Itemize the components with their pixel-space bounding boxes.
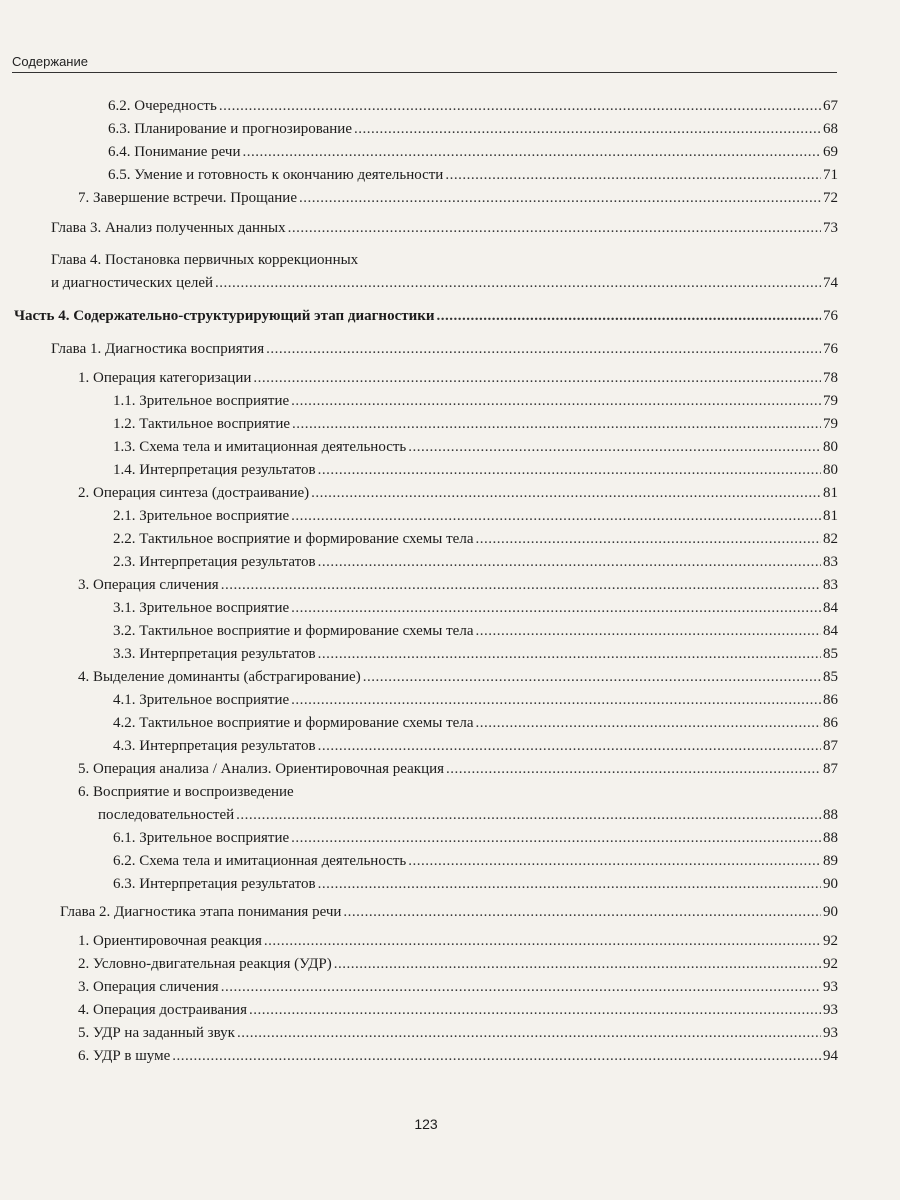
leader-dots — [219, 97, 821, 115]
toc-entry-label-line1: 6. Восприятие и воспроизведение — [78, 784, 294, 800]
toc-entry — [108, 143, 838, 161]
leader-dots — [221, 576, 821, 594]
leader-dots — [311, 484, 821, 502]
toc-entry-page: 81 — [823, 485, 838, 501]
toc-entry-page: 78 — [823, 370, 838, 386]
toc-part-label: Часть 4. Содержательно-структурирующий этап диагностики — [14, 308, 435, 324]
toc-entry-label: 1.2. Тактильное восприятие — [113, 416, 291, 432]
toc-entry-page: 92 — [823, 933, 838, 949]
toc-entry — [78, 1047, 838, 1065]
leader-dots — [221, 978, 821, 996]
toc-entry-label: 3.2. Тактильное восприятие и формирование схемы тела — [113, 623, 474, 639]
toc-entry-page: 93 — [823, 979, 838, 995]
toc-entry-label: 6.5. Умение и готовность к окончанию деятельности — [108, 167, 444, 183]
toc-part-entry — [14, 307, 838, 325]
toc-entry-page: 79 — [823, 416, 838, 432]
toc-entry — [78, 1001, 838, 1019]
toc-entry-label: 6.2. Схема тела и имитационная деятельность — [113, 853, 407, 869]
toc-entry-label: и диагностических целей — [51, 275, 214, 291]
toc-entry — [113, 507, 838, 525]
toc-entry-page: 87 — [823, 761, 838, 777]
toc-entry — [113, 622, 838, 640]
running-title: Содержание — [12, 54, 88, 69]
toc-entry-page: 82 — [823, 531, 838, 547]
toc-entry-label: 3. Операция сличения — [78, 979, 219, 995]
toc-entry — [113, 691, 838, 709]
toc-entry — [113, 829, 838, 847]
toc-entry-page: 87 — [823, 738, 838, 754]
toc-entry — [78, 760, 838, 778]
toc-entry — [113, 599, 838, 617]
toc-entry-label: Глава 2. Диагностика этапа понимания речи — [60, 904, 342, 920]
toc-entry-label: 5. Операция анализа / Анализ. Ориентировочная реакция — [78, 761, 445, 777]
toc-entry — [113, 714, 838, 732]
toc-entry — [113, 461, 838, 479]
toc-entry — [113, 415, 838, 433]
toc-entry — [78, 369, 838, 387]
toc-entry-page: 69 — [823, 144, 838, 160]
leader-dots — [243, 143, 821, 161]
toc-entry-page: 85 — [823, 669, 838, 685]
toc-entry-page: 93 — [823, 1025, 838, 1041]
toc-entry-page: 88 — [823, 830, 838, 846]
toc-entry-label: 1.3. Схема тела и имитационная деятельность — [113, 439, 407, 455]
toc-entry-label: 4. Операция достраивания — [78, 1002, 247, 1018]
leader-dots — [343, 903, 821, 921]
leader-dots — [288, 219, 821, 237]
toc-entry — [113, 875, 838, 893]
toc-entry-page: 76 — [823, 341, 838, 357]
leader-dots — [291, 691, 821, 709]
toc-entry-page: 90 — [823, 876, 838, 892]
leader-dots — [299, 189, 821, 207]
toc-entry-label: 3.1. Зрительное восприятие — [113, 600, 290, 616]
leader-dots — [354, 120, 821, 138]
toc-entry-label-line1: Глава 4. Постановка первичных коррекционных — [51, 252, 359, 268]
leader-dots — [172, 1047, 821, 1065]
toc-entry-page: 86 — [823, 715, 838, 731]
toc-entry-page: 85 — [823, 646, 838, 662]
toc-entry — [78, 1024, 838, 1042]
toc-entry-page: 90 — [823, 904, 838, 920]
toc-entry — [78, 576, 838, 594]
toc-entry-page: 68 — [823, 121, 838, 137]
toc-entry-label: 3. Операция сличения — [78, 577, 219, 593]
toc-entry-page: 80 — [823, 462, 838, 478]
leader-dots — [446, 760, 821, 778]
toc-entry-label: 4.1. Зрительное восприятие — [113, 692, 290, 708]
toc-entry-page: 76 — [823, 308, 838, 324]
toc-entry — [113, 553, 838, 571]
toc-entry-page: 84 — [823, 623, 838, 639]
toc-entry-label: 4.3. Интерпретация результатов — [113, 738, 316, 754]
toc-entry-label: 4. Выделение доминанты (абстрагирование) — [78, 669, 361, 685]
toc-entry-label: 2. Условно-двигательная реакция (УДР) — [78, 956, 332, 972]
toc-entry-label: 1.4. Интерпретация результатов — [113, 462, 316, 478]
toc-entry-page: 88 — [823, 807, 838, 823]
leader-dots — [237, 1024, 821, 1042]
toc-entry-page: 86 — [823, 692, 838, 708]
leader-dots — [249, 1001, 821, 1019]
toc-entry-label: 2.1. Зрительное восприятие — [113, 508, 290, 524]
toc-entry — [108, 120, 838, 138]
toc-entry — [78, 668, 838, 686]
leader-dots — [318, 553, 821, 571]
toc-entry-label: 6.2. Очередность — [108, 98, 217, 114]
toc-entry — [78, 189, 838, 207]
toc-entry — [108, 97, 838, 115]
toc-entry-page: 80 — [823, 439, 838, 455]
toc-entry-label: 1. Операция категоризации — [78, 370, 252, 386]
toc-entry — [78, 932, 838, 950]
toc-entry-label: последовательностей — [98, 807, 235, 823]
leader-dots — [266, 340, 821, 358]
toc-entry-page: 83 — [823, 554, 838, 570]
leader-dots — [445, 166, 821, 184]
leader-dots — [291, 599, 821, 617]
leader-dots — [236, 806, 821, 824]
toc-entry — [113, 438, 838, 456]
leader-dots — [475, 530, 821, 548]
toc-entry-page: 72 — [823, 190, 838, 206]
toc-entry-label: 6. УДР в шуме — [78, 1048, 171, 1064]
leader-dots — [363, 668, 821, 686]
toc-entry-label: 1.1. Зрительное восприятие — [113, 393, 290, 409]
page-number: 123 — [414, 1116, 438, 1132]
leader-dots — [408, 852, 821, 870]
toc-entry-page: 93 — [823, 1002, 838, 1018]
leader-dots — [475, 714, 821, 732]
leader-dots — [437, 307, 821, 325]
toc-entry-label: 2.2. Тактильное восприятие и формирование схемы тела — [113, 531, 474, 547]
toc-entry — [98, 806, 838, 824]
toc-entry-page: 92 — [823, 956, 838, 972]
toc-entry-label: 2. Операция синтеза (достраивание) — [78, 485, 310, 501]
leader-dots — [318, 737, 821, 755]
toc-entry — [78, 978, 838, 996]
toc-entry-page: 71 — [823, 167, 838, 183]
running-header — [12, 54, 837, 73]
leader-dots — [291, 507, 821, 525]
leader-dots — [318, 645, 821, 663]
toc-entry-page: 73 — [823, 220, 838, 236]
leader-dots — [318, 461, 821, 479]
leader-dots — [334, 955, 821, 973]
toc-entry — [108, 166, 838, 184]
toc-entry — [78, 955, 838, 973]
toc-entry-label: 5. УДР на заданный звук — [78, 1025, 235, 1041]
toc-entry-page: 67 — [823, 98, 838, 114]
toc-entry — [51, 274, 838, 292]
toc-entry-label: 7. Завершение встречи. Прощание — [78, 190, 297, 206]
leader-dots — [215, 274, 821, 292]
leader-dots — [291, 829, 821, 847]
toc-entry-label: Глава 1. Диагностика восприятия — [51, 341, 265, 357]
toc-entry-page: 83 — [823, 577, 838, 593]
toc-entry — [113, 392, 838, 410]
toc-entry-label: 3.3. Интерпретация результатов — [113, 646, 316, 662]
toc-entry-label: Глава 3. Анализ полученных данных — [51, 220, 286, 236]
toc-entry-label: 6.3. Интерпретация результатов — [113, 876, 316, 892]
toc-entry-page: 74 — [823, 275, 838, 291]
leader-dots — [291, 392, 821, 410]
leader-dots — [292, 415, 821, 433]
toc-entry — [113, 645, 838, 663]
toc-entry-label: 4.2. Тактильное восприятие и формирование схемы тела — [113, 715, 474, 731]
leader-dots — [253, 369, 821, 387]
toc-entry — [78, 484, 838, 502]
toc-entry — [113, 737, 838, 755]
leader-dots — [408, 438, 821, 456]
leader-dots — [318, 875, 821, 893]
toc-entry — [51, 340, 838, 358]
toc-entry — [113, 530, 838, 548]
toc-entry-label: 6.4. Понимание речи — [108, 144, 241, 160]
toc-entry-label: 1. Ориентировочная реакция — [78, 933, 262, 949]
toc-entry-label: 2.3. Интерпретация результатов — [113, 554, 316, 570]
toc-entry — [51, 219, 838, 237]
toc-entry-label: 6.1. Зрительное восприятие — [113, 830, 290, 846]
leader-dots — [475, 622, 821, 640]
toc-entry-page: 84 — [823, 600, 838, 616]
toc-entry-page: 81 — [823, 508, 838, 524]
toc-entry — [60, 903, 838, 921]
toc-entry-page: 79 — [823, 393, 838, 409]
toc-entry-page: 89 — [823, 853, 838, 869]
toc-entry — [113, 852, 838, 870]
toc-entry-page: 94 — [823, 1048, 838, 1064]
toc-entry-label: 6.3. Планирование и прогнозирование — [108, 121, 352, 137]
leader-dots — [264, 932, 821, 950]
